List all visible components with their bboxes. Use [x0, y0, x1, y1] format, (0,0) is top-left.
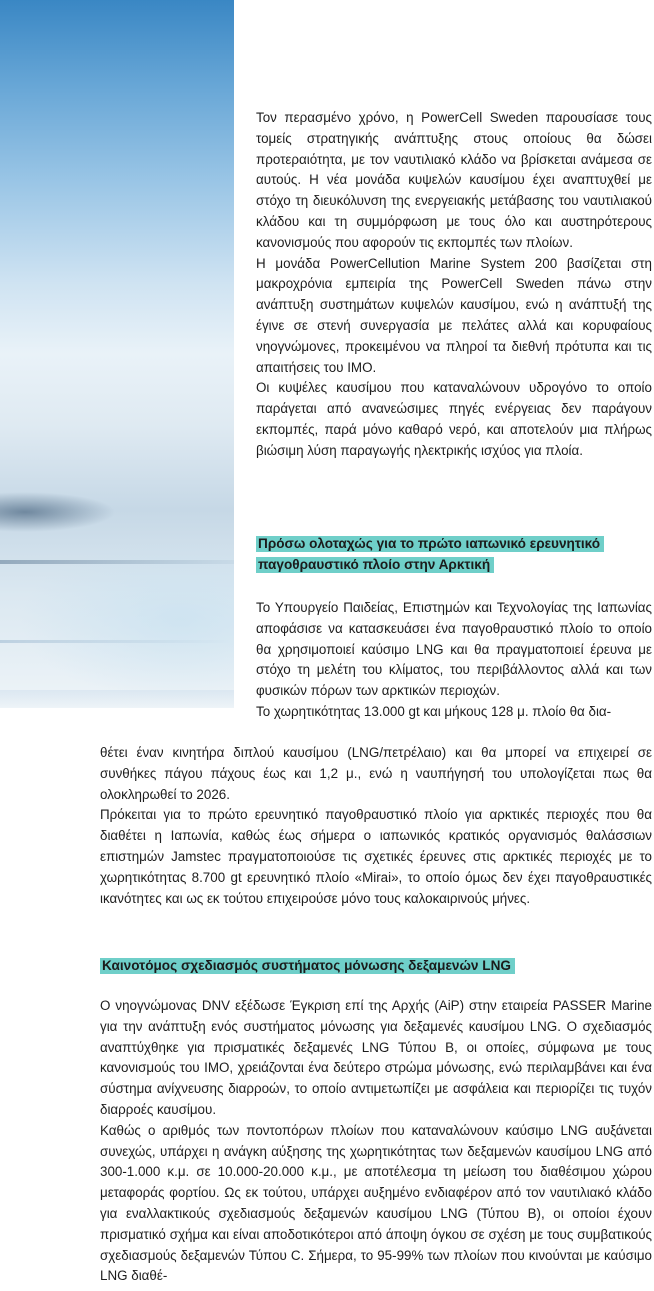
ice-ridge	[0, 640, 234, 643]
section2-para1: Ο νηογνώμονας DNV εξέδωσε Έγκριση επί της Αρχής (AiP) στην εταιρεία PASSER Marine για την ανάπτυξη ενός συστήματος μόνωσης για δεξαμενές καυσίμου LNG. Ο σχεδιασμός αναπτύχθηκε για πρισματικές δεξαμενές LNG Τύπου B, οι οποίες, σύμφωνα με τους κανονισμούς του IMO, χρειάζονται ένα δεύτερο στρώμα μόνωσης, ενώ περιλαμβάνει και ένα σύστημα ανίχνευσης διαρροών, το οποίο αντιμετωπίζει με ασφάλεια και περιορίζει τις τυχόν διαρροές καυσίμου.	[100, 998, 652, 1117]
section1-para1-text: Το Υπουργείο Παιδείας, Επιστημών και Τεχνολογίας της Ιαπωνίας αποφάσισε να κατασκευάσει ένα παγοθραυστικό πλοίο το οποίο θα χρησιμοποιεί καύσιμο LNG και θα πραγματοποιεί έρευνα με στόχο τη μελέτη του κλίματος, του περιβάλλοντος αλλά και των φυσικών πόρων των αρκτικών περιοχών.	[256, 600, 652, 699]
intro-text	[256, 108, 652, 462]
section1-paragraph-1	[256, 598, 652, 723]
section1-para2-start: Το χωρητικότητας 13.000 gt και μήκους 128 μ. πλοίο θα δια-	[256, 703, 612, 719]
section1-heading-text: Πρόσω ολοταχώς για το πρώτο ιαπωνικό ερευνητικό παγοθραυστικό πλοίο στην Αρκτική	[256, 536, 604, 573]
section2-heading-text: Καινοτόμος σχεδιασμός συστήματος μόνωσης δεξαμενών LNG	[100, 958, 515, 974]
ice-ridge	[0, 560, 234, 564]
section1-para2-rest: θέτει έναν κινητήρα διπλού καυσίμου (LNG/πετρέλαιο) και θα μπορεί να επιχειρεί σε συνθήκες πάγου πάχους έως και 1,2 μ., ενώ η ναυπήγησή του υπολογίζεται πως θα ολοκληρωθεί το 2026.	[100, 745, 652, 802]
intro-paragraph-1: Τον περασμένο χρόνο, η PowerCell Sweden παρουσίασε τους τομείς στρατηγικής ανάπτυξης στους οποίους θα δώσει προτεραιότητα, με τον ναυτιλιακό κλάδο να βρίσκεται ανάμεσα σε αυτούς. Η νέα μονάδα κυψελών καυσίμου έχει αναπτυχθεί με στόχο τη διευκόλυνση της ενεργειακής μετάβασης του ναυτιλιακού κλάδου και τη συμμόρφωση με τους όλο και αυστηρότερους κανονισμούς που αφορούν τις εκπομπές των πλοίων.	[256, 110, 652, 250]
section1-heading	[256, 534, 652, 575]
section2-heading	[100, 956, 652, 977]
intro-paragraph-2: Η μονάδα PowerCellution Marine System 200 βασίζεται στη μακροχρόνια εμπειρία της PowerCell Sweden πάνω στην ανάπτυξη συστημάτων κυψελών καυσίμου, ενώ η ανάπτυξή της έγινε σε στενή συνεργασία με πελάτες αλλά και κορυφαίους νηογνώμονες, προκειμένου να πληροί τα διεθνή πρότυπα και τις απαιτήσεις του IMO.	[256, 255, 652, 375]
section2-body	[100, 996, 652, 1287]
arctic-icebreaker-photo-icon	[0, 0, 234, 708]
intro-paragraph-3: Οι κυψέλες καυσίμου που καταναλώνουν υδρογόνο το οποίο παράγεται από ανανεώσιμες πηγές ενέργειας δεν παράγουν εκπομπές, παρά μόνο καθαρό νερό, και αποτελούν μια πλήρως βιώσιμη λύση παραγωγής ηλεκτρικής ισχύος για πλοία.	[256, 380, 652, 458]
ice-fade	[0, 690, 234, 708]
section1-body	[100, 743, 652, 909]
section2-para2: Καθώς ο αριθμός των ποντοπόρων πλοίων που καταναλώνουν καύσιμο LNG αυξάνεται συνεχώς, υπάρχει η ανάγκη αύξησης της χωρητικότητας των δεξαμενών καυσίμου LNG από 300-1.000 κ.μ. σε 10.000-20.000 κ.μ., με αποτέλεσμα τη μείωση του διαθέσιμου χώρου μεταφοράς φορτίου. Ως εκ τούτου, υπάρχει αυξημένο ενδιαφέρον από τον ναυτιλιακό κλάδο για εναλλακτικούς σχεδιασμούς δεξαμενών καυσίμου LNG (Τύπου B), οι οποίοι έχουν πρισματικό σχήμα και είναι αποδοτικότεροι από άποψη όγκου σε σχέση με τους συμβατικούς σχεδιασμούς δεξαμενών Τύπου C. Σήμερα, το 95-99% των πλοίων που κινούνται με καύσιμο LNG διαθέ-	[100, 1122, 652, 1284]
section1-para3: Πρόκειται για το πρώτο ερευνητικό παγοθραυστικό πλοίο για αρκτικές περιοχές που θα διαθέτει η Ιαπωνία, καθώς έως σήμερα ο ιαπωνικός κρατικός οργανισμός θαλάσσιων επιστημών Jamstec πραγματοποιούσε τις σχετικές έρευνες στις αρκτικές περιοχές με το χωρητικότητας 8.700 gt ερευνητικό πλοίο «Mirai», το οποίο όμως δεν έχει παγοθραυστικές ικανότητες και ως εκ τούτου επιχειρούσε μόνο τους καλοκαιρινούς μήνες.	[100, 807, 652, 906]
